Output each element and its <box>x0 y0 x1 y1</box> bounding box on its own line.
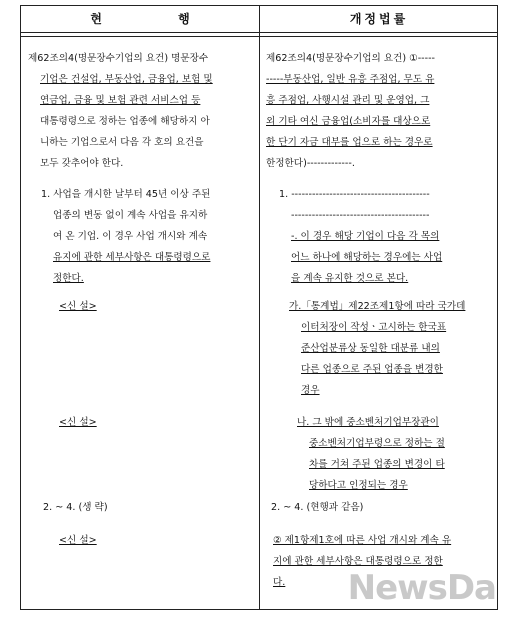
text-line: 다른 업종으로 주된 업종을 변경한 <box>301 364 443 375</box>
text-line: 한 단기 자금 대부를 업으로 하는 경우로 <box>266 137 433 148</box>
text-line: 흥 주점업, 사행시설 관리 및 운영업, 그 <box>266 95 430 106</box>
text-line: 유지에 관한 세부사항은 대통령령으로 <box>53 252 211 263</box>
text-line: 1. 사업을 개시한 날부터 45년 이상 주된 <box>41 189 211 200</box>
comparison-table <box>20 5 498 610</box>
text-line: -----부동산업, 일반 유흥 주점업, 무도 유 <box>266 74 435 85</box>
right-item1 <box>279 184 493 289</box>
left-new-2: <신 설> <box>59 417 97 428</box>
right-items-2-4: 2. ~ 4. (현행과 같음) <box>271 502 364 513</box>
left-para1 <box>28 48 254 174</box>
text-line: 다. <box>273 577 286 588</box>
text-line: 기업은 건설업, 부동산업, 금융업, 보험 및 <box>40 74 213 85</box>
left-item1 <box>41 184 255 289</box>
left-new-1: <신 설> <box>59 301 97 312</box>
text-line: 1. ---------------------------------------- <box>279 189 430 200</box>
text-line: 정한다. <box>53 273 84 284</box>
right-para1 <box>266 48 492 174</box>
header-revised-law: 개정법률 <box>349 12 409 26</box>
right-item1-lines <box>279 184 493 289</box>
left-item1-lines <box>41 184 255 289</box>
text-line: 대통령령으로 정하는 업종에 해당하지 아 <box>40 116 210 127</box>
text-line: 차를 거쳐 주된 업종의 변경이 타 <box>309 459 445 470</box>
left-new-3: <신 설> <box>59 535 97 546</box>
text-line: ② 제1항제1호에 따른 사업 개시와 계속 유 <box>273 535 452 546</box>
text-line: 제62조의4(명문장수기업의 요건) 명문장수 <box>28 53 209 64</box>
text-line: 연금업, 금융 및 보험 관련 서비스업 등 <box>40 95 201 106</box>
text-line: 업종의 변동 없이 계속 사업을 유지하 <box>53 210 208 221</box>
text-line: 준산업분류상 동일한 대분류 내의 <box>301 343 440 354</box>
text-line: 제62조의4(명문장수기업의 요건) ①----- <box>266 53 436 64</box>
text-line: 이터처장이 작성ㆍ고시하는 한국표 <box>301 322 447 333</box>
left-items-2-4: 2. ~ 4. (생 략) <box>43 502 108 513</box>
text-line: 나. 그 밖에 중소벤처기업부장관이 <box>297 417 439 428</box>
column-divider <box>259 6 260 609</box>
text-line: 중소벤처기업부령으로 정하는 절 <box>309 438 445 449</box>
text-line: 지에 관한 세부사항은 대통령령으로 정한 <box>273 556 443 567</box>
header-current-law: 현 행 <box>90 12 226 26</box>
text-line: ---------------------------------------- <box>291 210 430 221</box>
right-item1-na <box>297 412 495 496</box>
text-line: 여 온 기업. 이 경우 사업 개시와 계속 <box>53 231 208 242</box>
text-line: 을 계속 유지한 것으로 본다. <box>291 273 409 284</box>
newsda-watermark: NewsDa <box>347 568 496 608</box>
right-article-intro <box>266 48 492 174</box>
text-line: 경우 <box>301 385 320 396</box>
text-line: 가.「통계법」제22조제1항에 따라 국가데 <box>289 301 466 312</box>
text-line: 모두 갖추어야 한다. <box>40 158 124 169</box>
text-line: 당하다고 인정되는 경우 <box>309 480 408 491</box>
text-line: -. 이 경우 해당 기업이 다음 각 목의 <box>291 231 440 242</box>
text-line: 어느 하나에 해당하는 경우에는 사업 <box>291 252 443 263</box>
text-line: 한정한다)-------------. <box>266 158 355 169</box>
text-line: 외 기타 여신 금융업(소비자를 대상으로 <box>266 116 431 127</box>
text-line: 니하는 기업으로서 다음 각 호의 요건을 <box>40 137 204 148</box>
right-na-lines <box>297 412 495 496</box>
left-article-intro <box>28 48 254 174</box>
right-item1-ga <box>289 296 495 401</box>
right-ga-lines <box>289 296 495 401</box>
